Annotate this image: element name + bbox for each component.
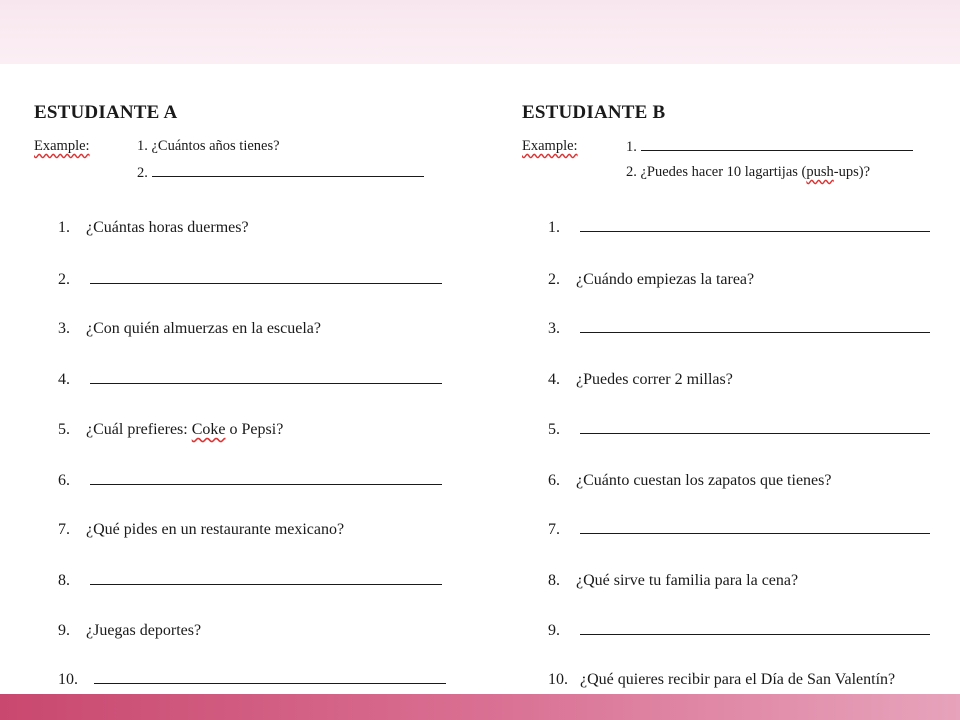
student-b-example-label: Example: — [522, 138, 578, 154]
answer-blank — [641, 138, 913, 151]
question-number: 5. — [548, 421, 560, 438]
question-number: 1. — [548, 219, 560, 236]
question-number: 7. — [548, 521, 560, 538]
question-number: 4. — [548, 371, 560, 388]
student-a-question-2 — [58, 271, 442, 289]
student-a-question-6 — [58, 472, 442, 490]
question-text: ¿Cuándo empiezas la tarea? — [576, 271, 755, 288]
student-b-heading: ESTUDIANTE B — [522, 102, 666, 123]
top-decorative-band — [0, 0, 960, 64]
question-text: ¿Juegas deportes? — [86, 622, 202, 639]
answer-blank — [580, 320, 930, 333]
answer-blank — [580, 622, 930, 635]
example-text: -ups)? — [833, 164, 871, 180]
student-a-question-7 — [58, 521, 344, 539]
question-number: 9. — [58, 622, 70, 639]
question-number: 3. — [58, 320, 70, 337]
answer-blank — [580, 521, 930, 534]
student-a-heading: ESTUDIANTE A — [34, 102, 178, 123]
question-number: 1. — [58, 219, 70, 236]
answer-blank — [90, 371, 442, 384]
student-a-question-3 — [58, 320, 321, 338]
question-number: 8. — [58, 572, 70, 589]
question-text: ¿Qué pides en un restaurante mexicano? — [86, 521, 345, 538]
student-b-question-1 — [548, 219, 930, 237]
question-number: 10. — [58, 671, 78, 688]
question-number: 2. — [548, 271, 560, 288]
student-b-example-2 — [626, 164, 870, 181]
student-b-question-10 — [548, 671, 895, 689]
example-text: 2. ¿Puedes hacer 10 lagartijas ( — [626, 164, 807, 180]
question-text: ¿Con quién almuerzas en la escuela? — [86, 320, 321, 337]
question-number: 4. — [58, 371, 70, 388]
student-b-example-1-number: 1. — [626, 139, 637, 155]
question-number: 2. — [58, 271, 70, 288]
example-text-spellcheck: push — [806, 164, 834, 180]
student-a-example-2 — [137, 164, 424, 182]
answer-blank — [90, 472, 442, 485]
question-number: 5. — [58, 421, 70, 438]
student-a-question-10 — [58, 671, 446, 689]
student-b-question-7 — [548, 521, 930, 539]
student-b-question-8 — [548, 572, 798, 590]
student-a-example-2-number: 2. — [137, 165, 148, 181]
student-a-example-label: Example: — [34, 138, 90, 154]
student-b-question-6 — [548, 472, 831, 490]
question-text: ¿Qué quieres recibir para el Día de San Valentín? — [580, 671, 896, 688]
question-number: 6. — [548, 472, 560, 489]
student-a-example-1: 1. ¿Cuántos años tienes? — [137, 138, 280, 154]
question-number: 3. — [548, 320, 560, 337]
student-a-question-4 — [58, 371, 442, 389]
question-text-spellcheck: Coke — [191, 421, 226, 438]
question-text: ¿Cuántas horas duermes? — [86, 219, 249, 236]
student-a-question-8 — [58, 572, 442, 590]
student-a-question-5 — [58, 421, 283, 439]
student-b-question-5 — [548, 421, 930, 439]
question-number: 7. — [58, 521, 70, 538]
question-text: ¿Cuál prefieres: — [86, 421, 192, 438]
question-text: o Pepsi? — [225, 421, 284, 438]
question-number: 9. — [548, 622, 560, 639]
question-number: 10. — [548, 671, 568, 688]
answer-blank — [580, 421, 930, 434]
student-a-question-9 — [58, 622, 201, 640]
student-b-question-2 — [548, 271, 754, 289]
question-number: 8. — [548, 572, 560, 589]
question-text: ¿Qué sirve tu familia para la cena? — [576, 572, 799, 589]
answer-blank — [152, 164, 424, 177]
question-text: ¿Puedes correr 2 millas? — [576, 371, 733, 388]
bottom-decorative-band — [0, 694, 960, 720]
question-text: ¿Cuánto cuestan los zapatos que tienes? — [576, 472, 832, 489]
answer-blank — [90, 572, 442, 585]
answer-blank — [90, 271, 442, 284]
student-b-question-3 — [548, 320, 930, 338]
student-b-example-1 — [626, 138, 913, 156]
student-b-question-4 — [548, 371, 733, 389]
student-a-question-1 — [58, 219, 249, 237]
answer-blank — [94, 671, 446, 684]
student-b-question-9 — [548, 622, 930, 640]
answer-blank — [580, 219, 930, 232]
question-number: 6. — [58, 472, 70, 489]
